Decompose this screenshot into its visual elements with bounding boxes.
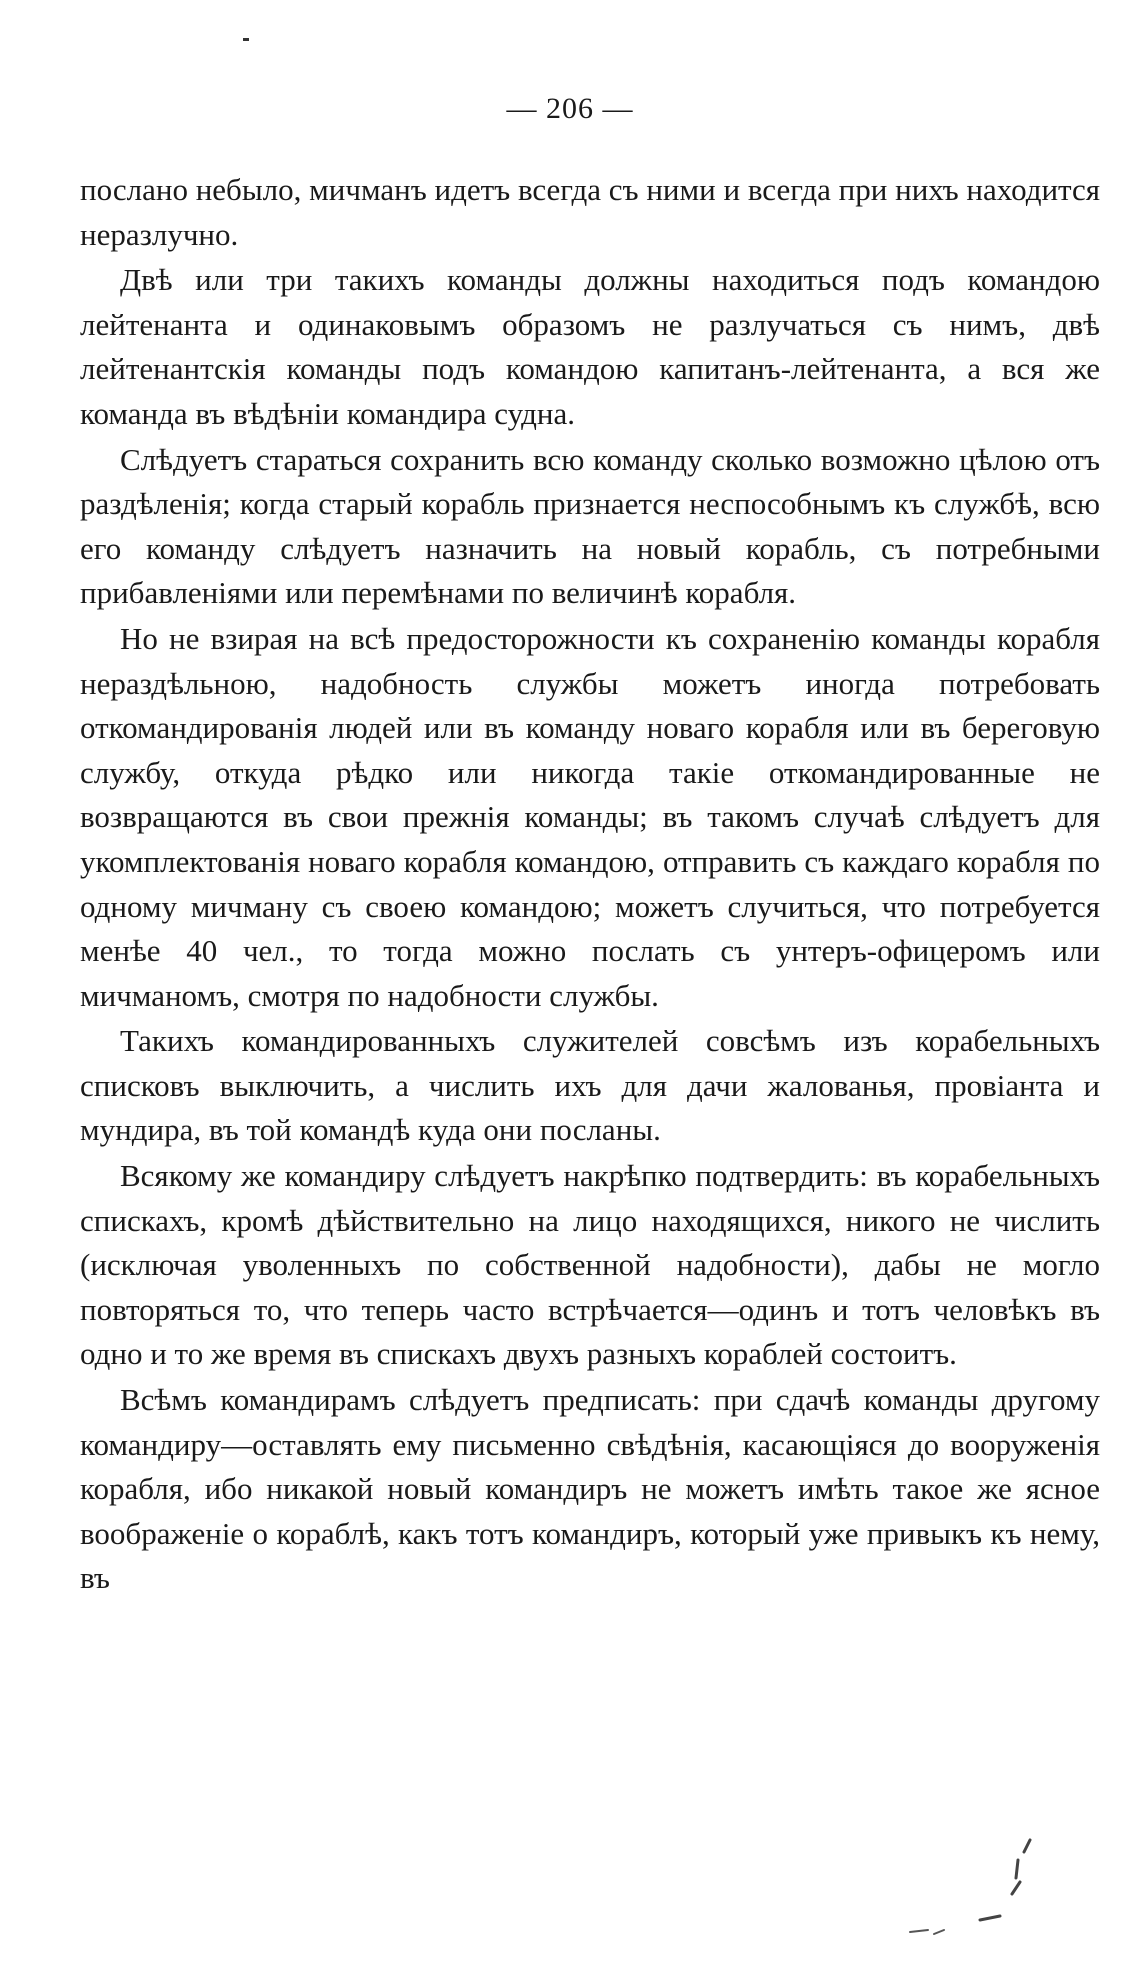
paragraph: Всѣмъ командирамъ слѣдуетъ предписать: при сдачѣ команды другому командиру—оставлять ему письменно свѣдѣнія, касающіяся до вооруженія корабля, ибо никакой новый командиръ не можетъ имѣть такое же ясное воображеніе о кораблѣ, какъ тотъ командиръ, который уже привыкъ къ нему, въ xyxy=(80,1382,1100,1596)
paragraph: Всякому же командиру слѣдуетъ накрѣпко подтвердить: въ корабельныхъ спискахъ, кромѣ дѣйствительно на лицо находящихся, никого не числить (исключая уволенныхъ по собственной надобности), дабы не могло повторяться то, что теперь часто встрѣчается—одинъ и тотъ человѣкъ въ одно и то же время въ спискахъ двухъ разныхъ кораблей состоитъ. xyxy=(80,1158,1100,1372)
paragraph: Но не взирая на всѣ предосторожности къ сохраненію команды корабля нераздѣльною, надобность службы можетъ иногда потребовать откомандированія людей или въ команду новаго корабля или въ береговую службу, откуда рѣдко или никогда такіе откомандированные не возвращаются въ свои прежнія команды; въ такомъ случаѣ слѣдуетъ для укомплектованія новаго корабля командою, отправить съ каждаго корабля по одному мичману съ своею командою; можетъ случиться, что потребуется менѣе 40 чел., то тогда можно послать съ унтеръ-офицеромъ или мичманомъ, смотря по надобности службы. xyxy=(80,620,1100,1013)
text-body xyxy=(80,168,1100,1602)
paragraph: Двѣ или три такихъ команды должны находиться подъ командою лейтенанта и одинаковымъ образомъ не разлучаться съ нимъ, двѣ лейтенантскія команды подъ командою капитанъ-лейтенанта, а вся же команда въ вѣдѣніи командира судна. xyxy=(80,262,1100,431)
paragraph: Слѣдуетъ стараться сохранить всю команду сколько возможно цѣлою отъ раздѣленія; когда старый корабль признается неспособнымъ къ службѣ, всю его команду слѣдуетъ назначить на новый корабль, съ потребными прибавленіями или перемѣнами по величинѣ корабля. xyxy=(80,441,1100,611)
paragraph-continuation: послано небыло, мичманъ идетъ всегда съ ними и всегда при нихъ находится неразлучно. xyxy=(80,172,1100,252)
ink-speck xyxy=(243,38,249,41)
paragraph: Такихъ командированныхъ служителей совсѣмъ изъ корабельныхъ списковъ выключить, а числить ихъ для дачи жалованья, провіанта и мундира, въ той командѣ куда они посланы. xyxy=(80,1023,1100,1148)
pen-scribble-marks xyxy=(900,1820,1040,1940)
page-number: — 206 — xyxy=(506,92,634,125)
